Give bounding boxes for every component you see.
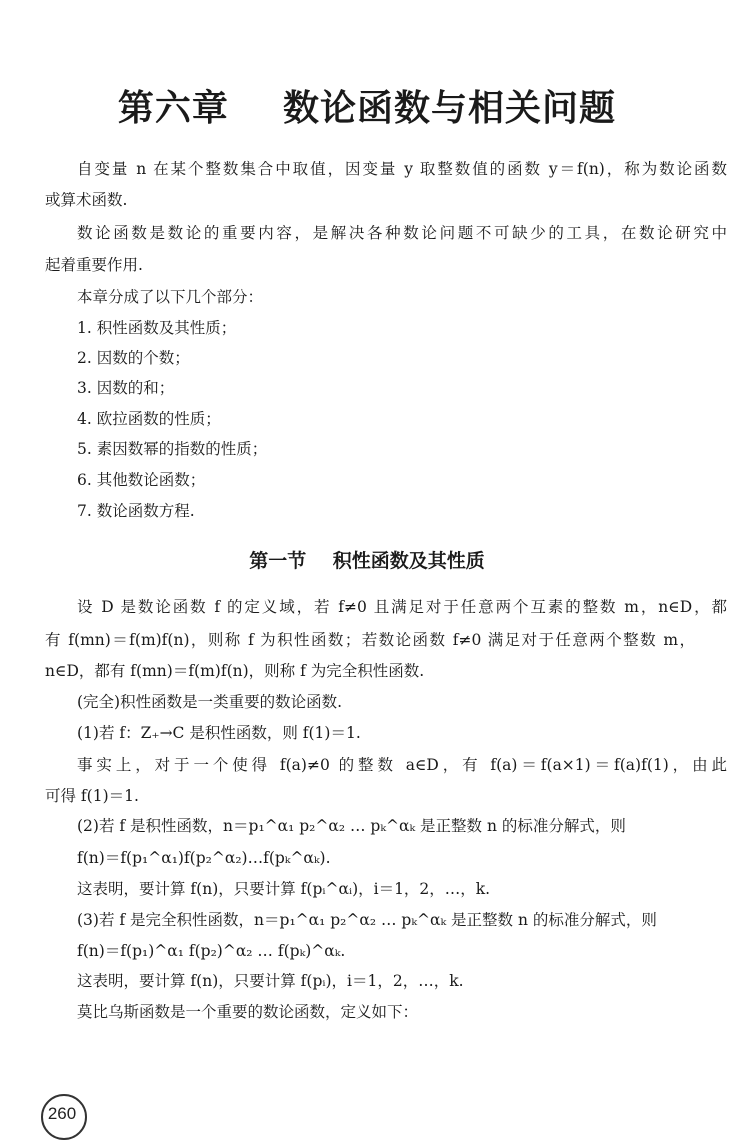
toc-item: 6. 其他数论函数； [77,471,206,489]
toc-item: 5. 素因数幂的指数的性质； [77,440,268,458]
formula-line: f(n)＝f(p₁)^α₁ f(p₂)^α₂ … f(pₖ)^αₖ. [77,942,346,960]
chapter-title: 第六章 数论函数与相关问题 [117,88,617,129]
body-line: 事实上，对于一个使得 f(a)≠0 的整数 a∈D，有 f(a)＝f(a×1)＝f(a)f(1)，由此 [77,756,727,774]
toc-item: 3. 因数的和； [77,379,175,397]
page-number: 260 [47,1104,77,1123]
intro-line: 数论函数是数论的重要内容，是解决各种数论问题不可缺少的工具，在数论研究中 [77,224,727,242]
section-title: 第一节 积性函数及其性质 [249,550,485,572]
intro-line: 或算术函数. [45,191,128,209]
body-line: (2)若 f 是积性函数，n＝p₁^α₁ p₂^α₂ … pₖ^αₖ 是正整数 n 的标准分解式，则 [77,817,626,835]
intro-line: 本章分成了以下几个部分： [77,288,264,306]
toc-item: 1. 积性函数及其性质； [77,319,237,337]
body-line: (1)若 f：Z₊→C 是积性函数，则 f(1)＝1. [77,724,361,742]
body-line: 可得 f(1)＝1. [45,787,139,805]
body-line: 设 D 是数论函数 f 的定义域，若 f≠0 且满足对于任意两个互素的整数 m，n∈D，都 [77,598,727,616]
formula-line: f(n)＝f(p₁^α₁)f(p₂^α₂)…f(pₖ^αₖ). [77,849,331,867]
body-line: (3)若 f 是完全积性函数，n＝p₁^α₁ p₂^α₂ … pₖ^αₖ 是正整数 n 的标准分解式，则 [77,911,657,929]
toc-item: 2. 因数的个数； [77,349,190,367]
body-line: (完全)积性函数是一类重要的数论函数. [77,693,343,711]
body-line: 莫比乌斯函数是一个重要的数论函数，定义如下： [77,1003,419,1021]
toc-item: 7. 数论函数方程. [77,502,195,520]
body-line: 有 f(mn)＝f(m)f(n)，则称 f 为积性函数；若数论函数 f≠0 满足对于任意两个整数 m， [45,631,695,649]
body-line: 这表明，要计算 f(n)，只要计算 f(pᵢ^αᵢ)，i＝1，2，…，k. [77,880,491,898]
intro-line: 自变量 n 在某个整数集合中取值，因变量 y 取整数值的函数 y＝f(n)，称为数论函数 [77,160,727,178]
intro-line: 起着重要作用. [45,256,143,274]
body-line: n∈D，都有 f(mn)＝f(m)f(n)，则称 f 为完全积性函数. [45,662,425,680]
toc-item: 4. 欧拉函数的性质； [77,410,221,428]
body-line: 这表明，要计算 f(n)，只要计算 f(pᵢ)，i＝1，2，…，k. [77,972,464,990]
